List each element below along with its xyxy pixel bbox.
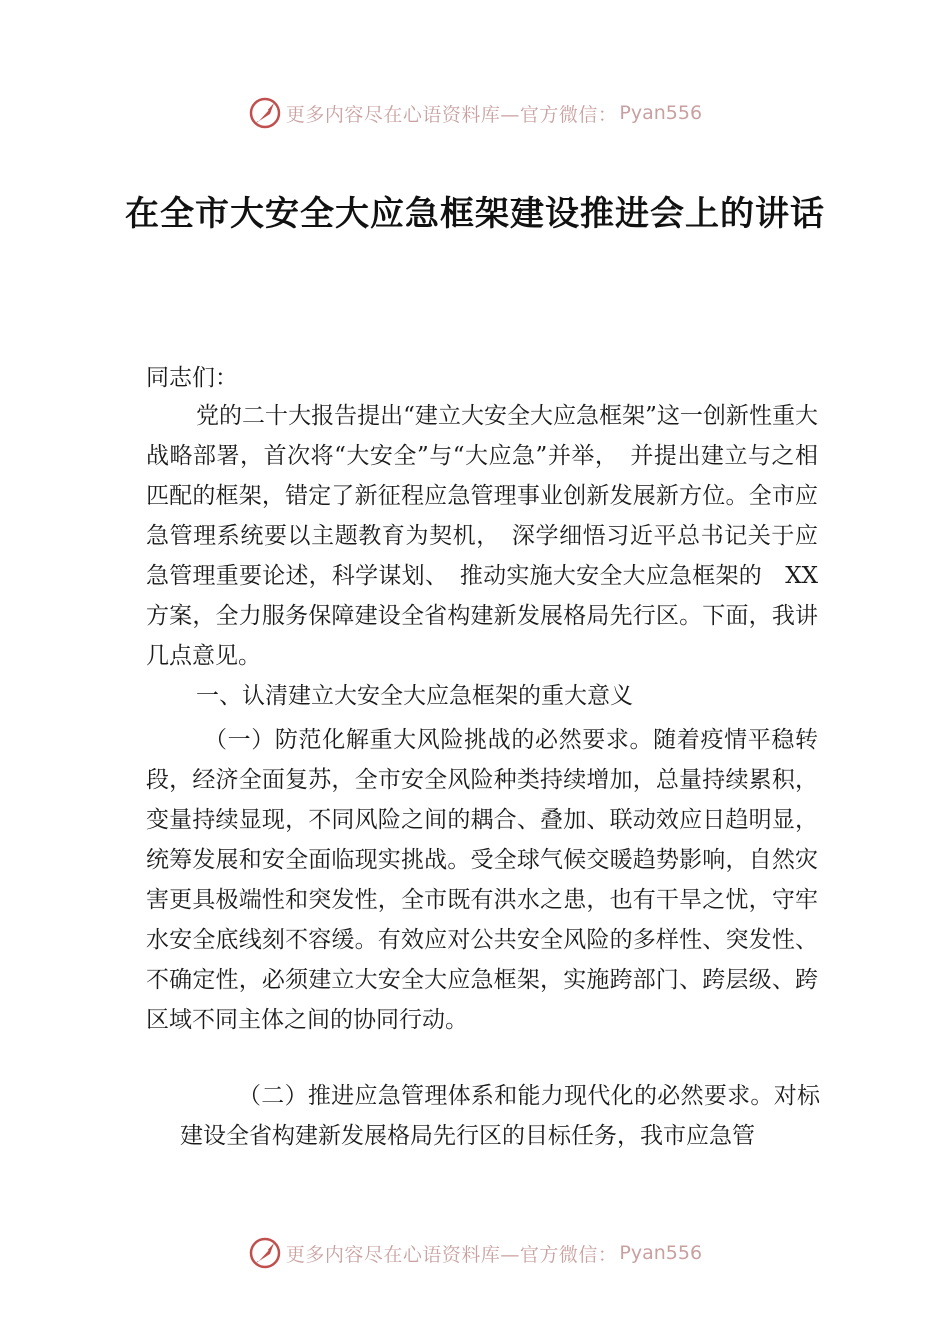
- document-title: 在全市大安全大应急框架建设推进会上的讲话: [125, 194, 825, 234]
- paragraph-1: 党的二十大报告提出“建立大安全大应急框架”这一创新性重大战略部署，首次将“大安全”与“大应急”并举， 并提出建立与之相匹配的框架，错定了新征程应急管理事业创新发展新方位。全市应急管理系统要以主题教育为契机， 深学细悟习近平总书记关于应急管理重要论述，科学谋划、 推动实施大安全大应急框架的 XX 方案，全力服务保障建设全省构建新发展格局先行区。下面，我讲几点意见。: [146, 403, 818, 669]
- paragraph-2: （一）防范化解重大风险挑战的必然要求。随着疫情平稳转段，经济全面复苏，全市安全风险种类持续增加，总量持续累积，变量持续显现，不同风险之间的耦合、叠加、联动效应日趋明显，统筹发展和安全面临现实挑战。受全球气候交暖趋势影响，自然灾害更具极端性和突发性，全市既有洪水之患，也有干旱之忧，守牢水安全底线刻不容缓。有效应对公共安全风险的多样性、突发性、不确定性，必须建立大安全大应急框架，实施跨部门、跨层级、跨区域不同主体之间的协同行动。: [146, 727, 818, 1033]
- greeting: 同志们：: [146, 365, 238, 391]
- quill-logo-icon: [248, 1236, 282, 1270]
- watermark-wechat-id: Pyan556: [619, 1242, 703, 1264]
- watermark-wechat-id: Pyan556: [619, 102, 703, 124]
- watermark-text: 更多内容尽在心语资料库—官方微信：: [285, 1243, 618, 1266]
- watermark-bottom: [0, 1236, 950, 1270]
- watermark-text: 更多内容尽在心语资料库—官方微信：: [285, 103, 618, 126]
- section-heading-1: 一、认清建立大安全大应急框架的重大意义: [196, 683, 633, 709]
- paragraph-3: （二）推进应急管理体系和能力现代化的必然要求。对标建设全省构建新发展格局先行区的目标任务，我市应急管: [180, 1083, 820, 1149]
- watermark-top: [0, 96, 950, 130]
- quill-logo-icon: [248, 96, 282, 130]
